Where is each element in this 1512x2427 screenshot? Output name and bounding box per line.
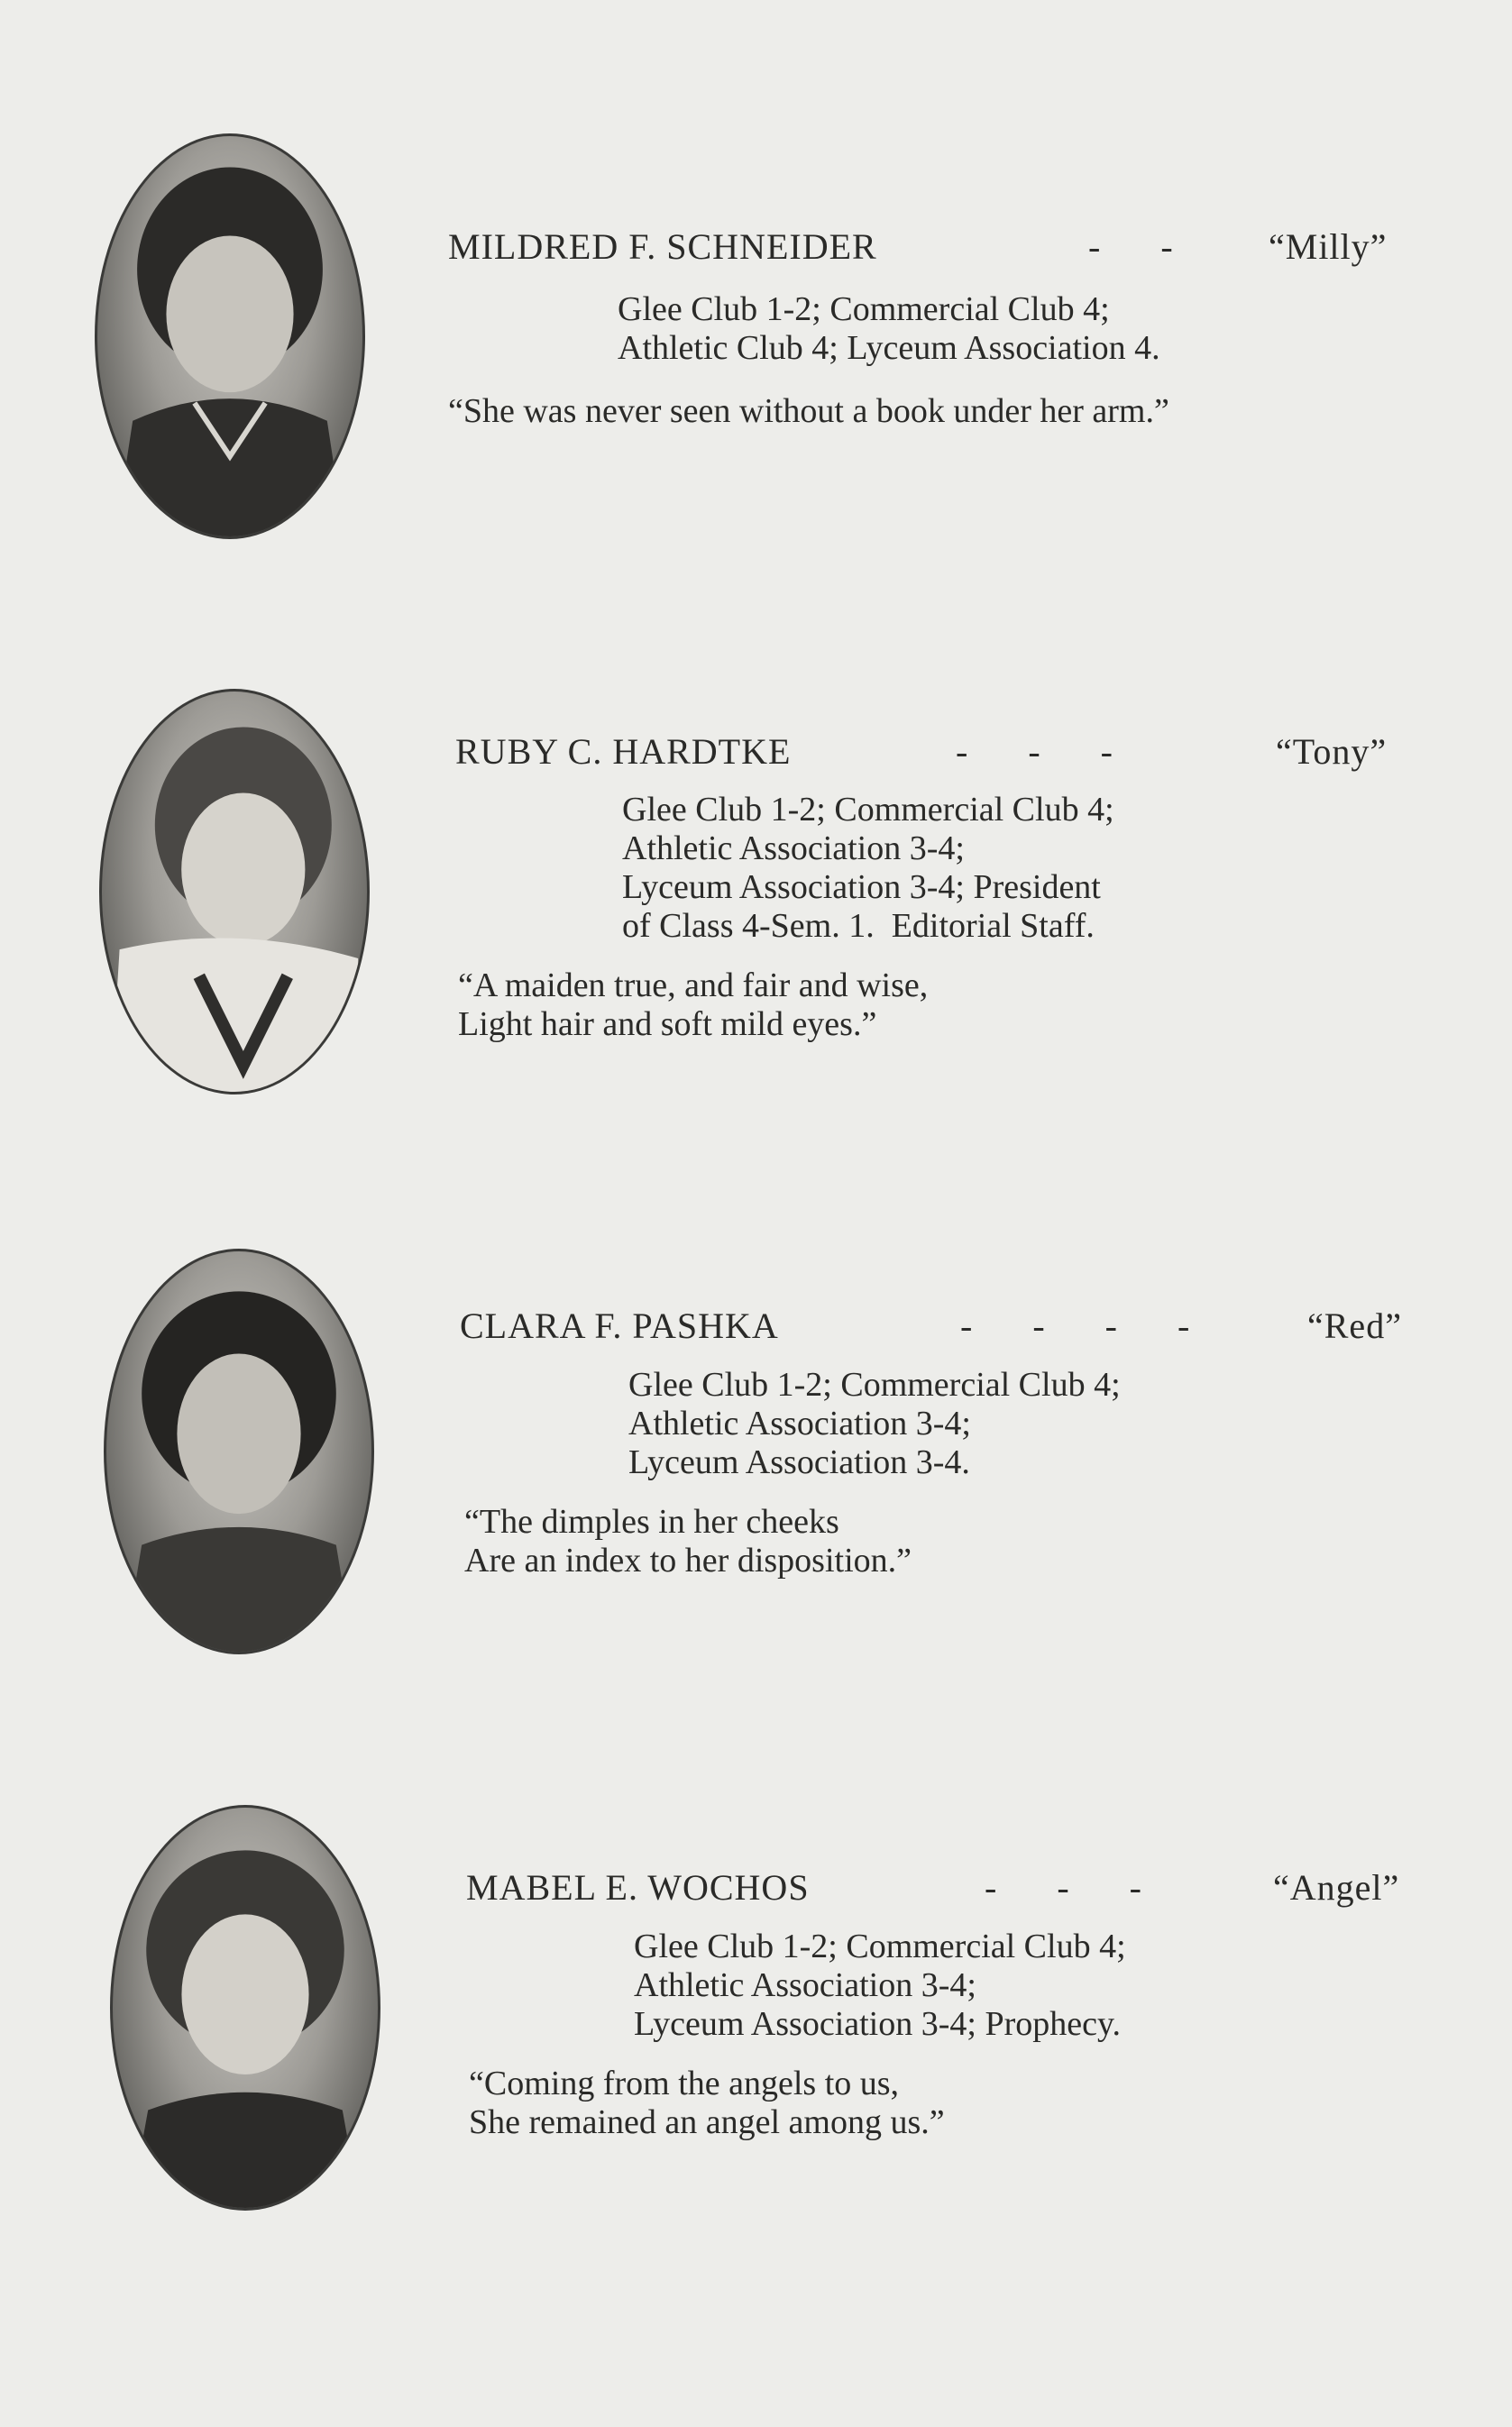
leader-dashes: - - - (956, 731, 1113, 772)
leader-dashes: - - (1088, 226, 1174, 267)
student-nickname: “Angel” (1273, 1867, 1400, 1908)
student-nickname: “Red” (1307, 1305, 1402, 1346)
leader-dashes: - - - (985, 1867, 1142, 1908)
student-entry (0, 1803, 1512, 2227)
student-portrait (95, 133, 365, 539)
student-activities: Glee Club 1-2; Commercial Club 4; Athletic Association 3-4; Lyceum Association 3-4. (628, 1366, 1121, 1481)
student-activities: Glee Club 1-2; Commercial Club 4; Athletic Association 3-4; Lyceum Association 3-4; Prophecy. (634, 1928, 1126, 2043)
student-entry (0, 126, 1512, 550)
student-name-line (455, 730, 1388, 773)
student-nickname: “Milly” (1269, 226, 1388, 267)
student-quote: “The dimples in her cheeks Are an index to her disposition.” (464, 1503, 912, 1580)
student-portrait (104, 1249, 374, 1654)
student-quote: “A maiden true, and fair and wise, Light hair and soft mild eyes.” (458, 966, 929, 1043)
student-entry (0, 1249, 1512, 1672)
student-name: RUBY C. HARDTKE (455, 731, 792, 772)
student-portrait (110, 1805, 380, 2211)
student-quote: “She was never seen without a book under her arm.” (448, 392, 1169, 430)
student-name-line (448, 225, 1388, 268)
student-activities: Glee Club 1-2; Commercial Club 4; Athletic Club 4; Lyceum Association 4. (618, 290, 1160, 367)
student-entry (0, 685, 1512, 1109)
student-portrait (99, 689, 370, 1094)
student-name-line (466, 1866, 1400, 1909)
student-nickname: “Tony” (1276, 731, 1388, 772)
leader-dashes: - - - - (960, 1305, 1191, 1346)
student-name-line (460, 1305, 1402, 1347)
student-name: MABEL E. WOCHOS (466, 1867, 810, 1908)
student-name: MILDRED F. SCHNEIDER (448, 226, 877, 267)
student-activities: Glee Club 1-2; Commercial Club 4; Athletic Association 3-4; Lyceum Association 3-4; President of Class 4-Sem. 1. Editorial Staff. (622, 791, 1114, 945)
student-name: CLARA F. PASHKA (460, 1305, 779, 1346)
student-quote: “Coming from the angels to us, She remained an angel among us.” (469, 2065, 945, 2141)
